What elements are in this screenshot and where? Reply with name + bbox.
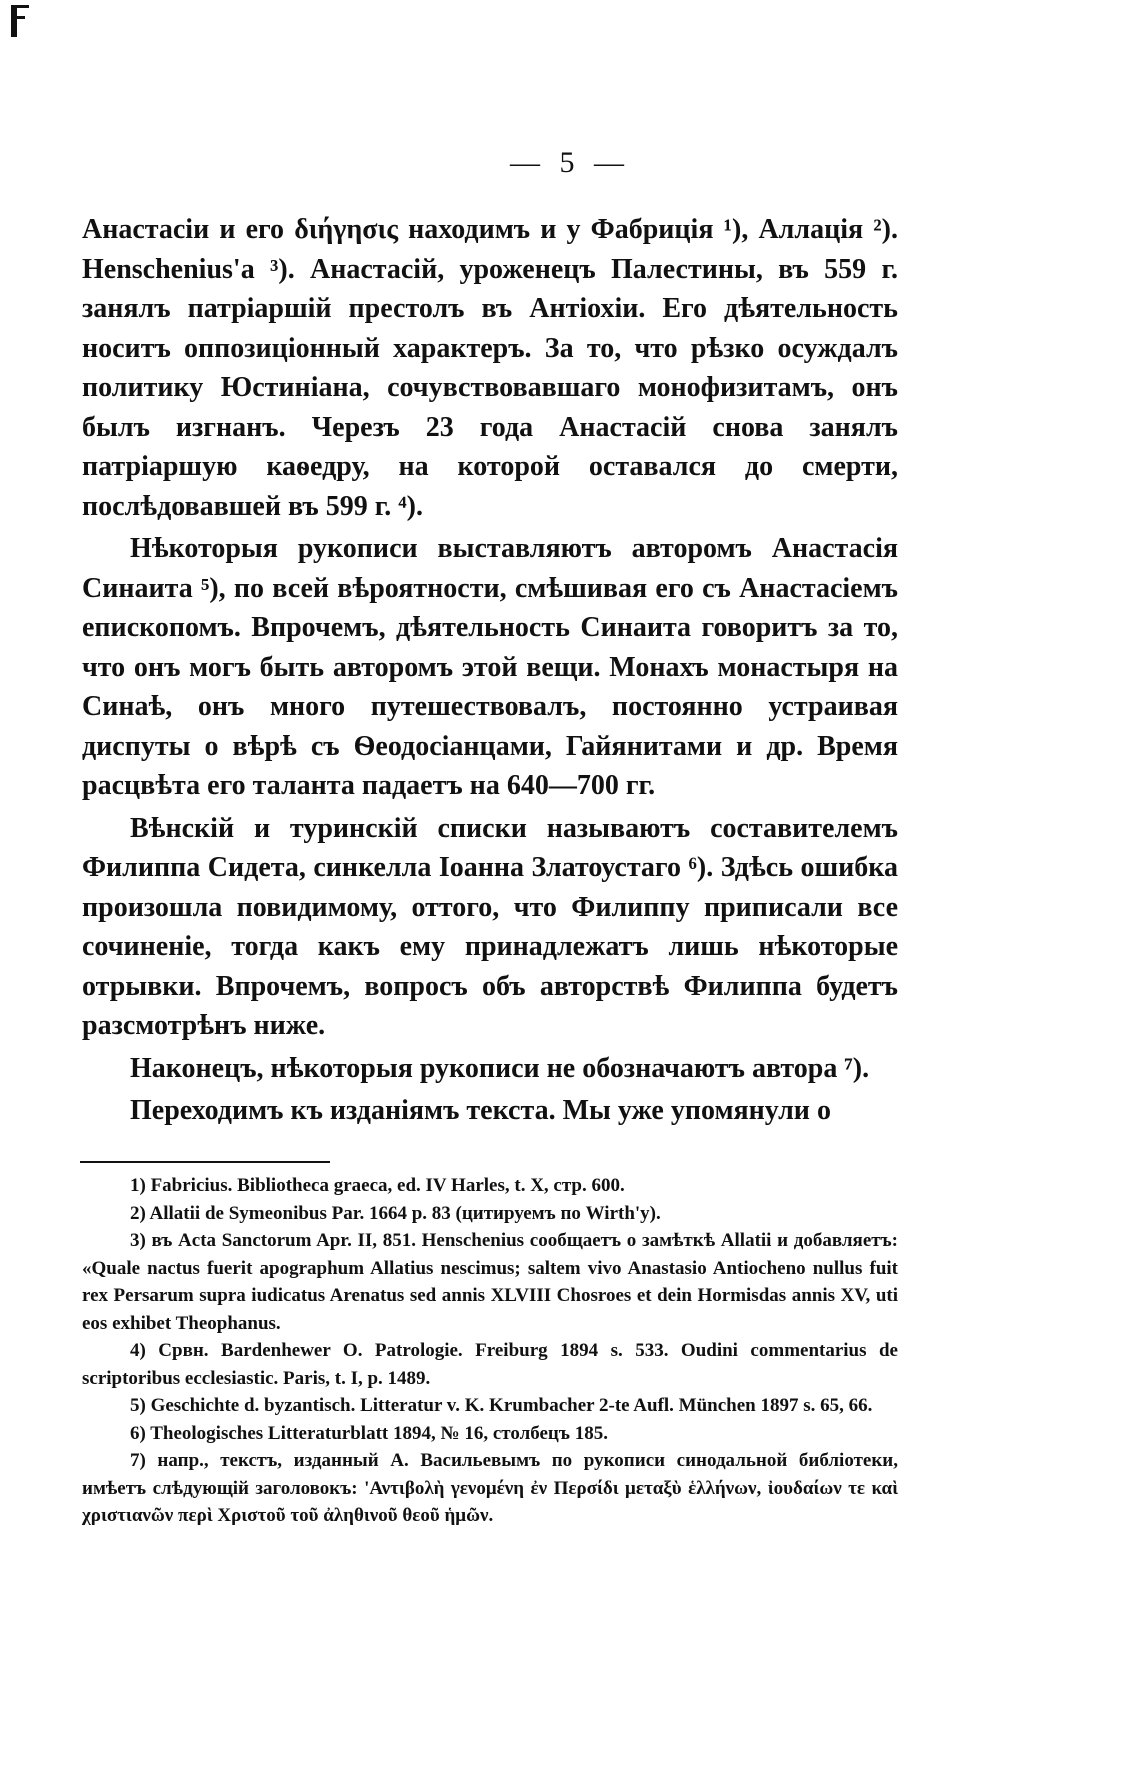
footnote-separator xyxy=(80,1161,330,1163)
footnotes xyxy=(82,1172,898,1530)
paragraph: Нѣкоторыя рукописи выставляютъ авторомъ Анастасія Синаита ⁵), по всей вѣроятности, смѣшивая его съ Анастасіемъ епископомъ. Впрочемъ, дѣятельность Синаита говоритъ за то, что онъ могъ быть авторомъ этой вещи. Монахъ монастыря на Синаѣ, онъ много путешествовалъ, постоянно устраивая диспуты о вѣрѣ съ Ѳеодосіанцами, Гайянитами и др. Время расцвѣта его таланта падаетъ на 640—700 гг. xyxy=(82,533,898,801)
paragraph: Вѣнскій и туринскій списки называютъ составителемъ Филиппа Сидета, синкелла Іоанна Златоустаго ⁶). Здѣсь ошибка произошла повидимому, оттого, что Филиппу приписали все сочиненіе, тогда какъ ему принадлежатъ лишь нѣкоторые отрывки. Впрочемъ, вопросъ объ авторствѣ Филиппа будетъ разсмотрѣнъ ниже. xyxy=(82,812,898,1041)
scan-corner-mark xyxy=(10,4,32,38)
footnote: 2) Allatii de Symeonibus Par. 1664 p. 83 (цитируемъ по Wirth'y). xyxy=(130,1202,661,1224)
footnote: 5) Geschichte d. byzantisch. Litteratur v. K. Krumbacher 2-te Aufl. München 1897 s. 65, 66. xyxy=(130,1395,873,1416)
footnote: 6) Theologisches Litteraturblatt 1894, № 16, столбецъ 185. xyxy=(130,1422,608,1444)
footnote: 1) Fabricius. Bibliotheca graeca, ed. IV Harles, t. X, стр. 600. xyxy=(130,1175,625,1196)
paragraph: Наконецъ, нѣкоторыя рукописи не обозначаютъ автора ⁷). xyxy=(130,1052,870,1084)
footnote: 4) Срвн. Bardenhewer O. Patrologie. Freiburg 1894 s. 533. Oudini commentarius de scriptoribus ecclesiastic. Paris, t. I, p. 1489. xyxy=(82,1340,898,1389)
main-text xyxy=(82,210,898,1131)
footnote: 3) въ Acta Sanctorum Apr. II, 851. Henschenius сообщаетъ о замѣткѣ Allatii и добавляетъ: «Quale nactus fuerit apographum Allatius nescimus; saltem vivo Anastasio Antiocheno nullus fuit rex Persarum supra iudicatus Arenatus sed annis XLVIII Chosroes et dein Hormisdas annis XV, uti eos exhibet Theophanus. xyxy=(82,1230,898,1334)
footnote: 7) напр., текстъ, изданный А. Васильевымъ по рукописи синодальной библіотеки, имѣетъ слѣдующій заголовокъ: 'Αντιβολὴ γενομένη ἐν Περσίδι μεταξὺ ἑλλήνων, ἰουδαίων τε καὶ χριστιανῶν περὶ Χριστοῦ τοῦ ἀληθινοῦ θεοῦ ἡμῶν. xyxy=(82,1450,898,1526)
paragraph: Переходимъ къ изданіямъ текста. Мы уже упомянули о xyxy=(130,1095,831,1126)
paragraph: Анастасіи и его διήγησις находимъ и у Фабриція ¹), Аллація ²). Henschenius'a ³). Анастасій, уроженецъ Палестины, въ 559 г. занялъ патріаршій престолъ въ Антіохіи. Его дѣятельность носитъ оппозиціонный характеръ. За то, что рѣзко осуждалъ политику Юстиніана, сочувствовавшаго монофизитамъ, онъ былъ изгнанъ. Черезъ 23 года Анастасій снова занялъ патріаршую каѳедру, на которой оставался до смерти, послѣдовавшей въ 599 г. ⁴). xyxy=(82,214,898,522)
page-number: — 5 — xyxy=(510,146,630,179)
